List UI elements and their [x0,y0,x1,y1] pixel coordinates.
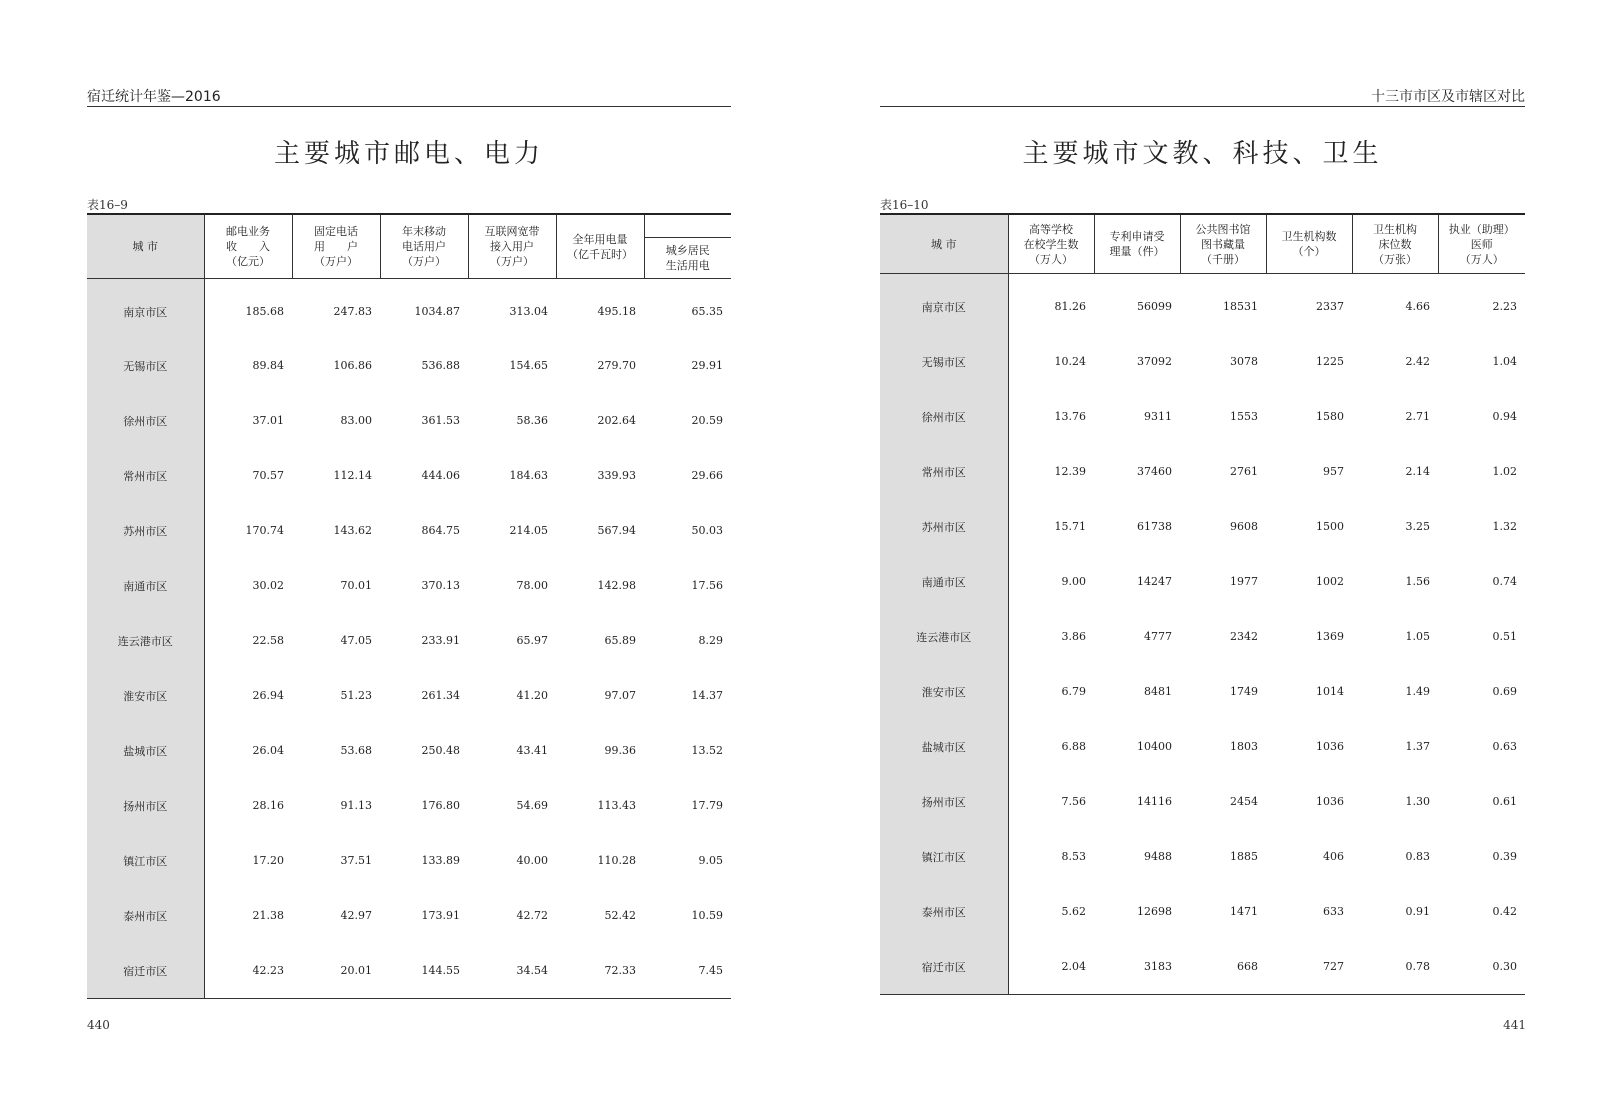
data-cell: 0.78 [1352,939,1438,995]
table-row [880,884,1525,939]
city-name: 宿迁市区 [87,943,204,999]
data-cell: 864.75 [421,524,460,537]
city-name: 镇江市区 [880,829,1008,884]
data-cell: 81.26 [1054,300,1086,313]
post-power-table [87,213,731,999]
data-cell: 13.52 [691,744,723,757]
data-cell: 668 [1180,939,1266,995]
data-cell: 65.97 [516,634,548,647]
data-cell: 154.65 [509,359,548,372]
data-cell: 65.89 [604,634,636,647]
data-cell: 6.88 [1061,740,1086,753]
city-name: 南通市区 [87,558,204,613]
data-cell: 65.35 [691,304,723,318]
header-city: 城 市 [880,214,1008,274]
city-name: 徐州市区 [880,389,1008,444]
data-cell: 110.28 [597,854,636,867]
table-row [87,558,731,613]
data-cell: 99.36 [604,744,636,757]
city-name: 常州市区 [880,444,1008,499]
table-row [880,334,1525,389]
city-name: 泰州市区 [87,888,204,943]
table-row [87,338,731,393]
city-name: 常州市区 [87,448,204,503]
data-cell: 957 [1323,465,1344,478]
data-cell: 41.20 [516,689,548,702]
city-name: 南京市区 [880,274,1008,335]
data-cell: 173.91 [421,909,460,922]
data-cell: 6.79 [1061,685,1086,698]
city-name: 无锡市区 [880,334,1008,389]
data-cell: 4.66 [1405,300,1430,313]
city-name: 淮安市区 [880,664,1008,719]
data-cell: 106.86 [333,359,372,372]
data-cell: 58.36 [516,414,548,427]
data-cell: 72.33 [556,943,644,999]
data-cell: 1.49 [1405,685,1430,698]
data-cell: 97.07 [604,689,636,702]
data-cell: 1034.87 [414,304,460,318]
data-cell: 1553 [1230,410,1258,423]
data-cell: 1.32 [1492,520,1517,533]
header-health-institutions: 卫生机构数 （个） [1266,214,1352,274]
data-cell: 1.30 [1405,795,1430,808]
data-cell: 1369 [1316,630,1344,643]
table-row [87,778,731,833]
data-cell: 9.00 [1061,575,1086,588]
data-cell: 143.62 [333,524,372,537]
data-cell: 339.93 [597,469,636,482]
data-cell: 247.83 [333,304,372,318]
table-row [880,774,1525,829]
data-cell: 4777 [1144,630,1172,643]
data-cell: 1.04 [1492,355,1517,368]
data-cell: 20.59 [691,414,723,427]
data-cell: 15.71 [1054,520,1086,533]
city-name: 苏州市区 [880,499,1008,554]
data-cell: 1580 [1316,410,1344,423]
table-row [87,279,731,339]
page-number: 440 [87,1018,110,1032]
city-name: 扬州市区 [880,774,1008,829]
table-row [880,499,1525,554]
data-cell: 2.42 [1405,355,1430,368]
table-row [87,503,731,558]
data-cell: 8481 [1144,685,1172,698]
city-name: 扬州市区 [87,778,204,833]
city-name: 无锡市区 [87,338,204,393]
data-cell: 1977 [1230,575,1258,588]
data-cell: 17.56 [691,579,723,592]
data-cell: 0.94 [1492,410,1517,423]
data-cell: 112.14 [333,469,372,482]
data-cell: 0.74 [1492,575,1517,588]
data-cell: 727 [1266,939,1352,995]
data-cell: 3183 [1094,939,1180,995]
data-cell: 1749 [1230,685,1258,698]
data-cell: 1.37 [1405,740,1430,753]
data-cell: 17.20 [252,854,284,867]
data-cell: 7.45 [644,943,731,999]
data-cell: 29.66 [691,469,723,482]
data-cell: 2454 [1230,795,1258,808]
data-cell: 22.58 [252,634,284,647]
data-cell: 144.55 [380,943,468,999]
header-residential-power: 城乡居民 生活用电 [644,238,731,279]
header-patents: 专利申请受 理量（件） [1094,214,1180,274]
header-hospital-beds: 卫生机构 床位数 （万张） [1352,214,1438,274]
data-cell: 0.63 [1492,740,1517,753]
data-cell: 1.02 [1492,465,1517,478]
data-cell: 7.56 [1061,795,1086,808]
data-cell: 202.64 [597,414,636,427]
header-physicians: 执业（助理） 医师 （万人） [1438,214,1525,274]
data-cell: 1225 [1316,355,1344,368]
data-cell: 633 [1323,905,1344,918]
data-cell: 53.68 [340,744,372,757]
page-number: 441 [1503,1018,1526,1032]
page-title: 主要城市邮电、电力 [273,139,544,169]
data-cell: 361.53 [421,414,460,427]
data-cell: 170.74 [245,524,284,537]
data-cell: 279.70 [597,359,636,372]
data-cell: 50.03 [691,524,723,537]
table-row [87,613,731,668]
city-name: 南通市区 [880,554,1008,609]
data-cell: 28.16 [252,799,284,812]
table-number: 表16–10 [880,198,929,212]
city-name: 盐城市区 [880,719,1008,774]
data-cell: 406 [1323,850,1344,863]
data-cell: 42.72 [516,909,548,922]
data-cell: 1471 [1230,905,1258,918]
data-cell: 20.01 [292,943,380,999]
table-row [87,943,731,999]
data-cell: 0.61 [1492,795,1517,808]
city-name: 苏州市区 [87,503,204,558]
data-cell: 176.80 [421,799,460,812]
data-cell: 26.94 [252,689,284,702]
table-row [87,448,731,503]
data-cell: 37460 [1137,465,1172,478]
data-cell: 1803 [1230,740,1258,753]
data-cell: 1500 [1316,520,1344,533]
data-cell: 18531 [1223,300,1258,313]
data-cell: 83.00 [340,414,372,427]
data-cell: 113.43 [597,799,636,812]
city-name: 连云港市区 [87,613,204,668]
data-cell: 10.59 [691,909,723,922]
data-cell: 91.13 [340,799,372,812]
data-cell: 1.56 [1405,575,1430,588]
data-cell: 142.98 [597,579,636,592]
table-row [880,939,1525,995]
data-cell: 78.00 [516,579,548,592]
data-cell: 1885 [1230,850,1258,863]
data-cell: 70.57 [252,469,284,482]
data-cell: 184.63 [509,469,548,482]
data-cell: 10.24 [1054,355,1086,368]
data-cell: 26.04 [252,744,284,757]
data-cell: 444.06 [421,469,460,482]
data-cell: 0.69 [1492,685,1517,698]
table-row [87,888,731,943]
data-cell: 30.02 [252,579,284,592]
data-cell: 8.29 [698,634,723,647]
table-row [880,664,1525,719]
data-cell: 14116 [1137,795,1172,808]
running-head: 十三市市区及市辖区对比 [880,82,1525,107]
data-cell: 0.83 [1405,850,1430,863]
table-row [880,609,1525,664]
data-cell: 12698 [1137,905,1172,918]
data-cell: 2.14 [1405,465,1430,478]
data-cell: 9608 [1230,520,1258,533]
header-college-students: 高等学校 在校学生数 （万人） [1008,214,1094,274]
page-title: 主要城市文教、科技、卫生 [1022,139,1383,169]
data-cell: 5.62 [1061,905,1086,918]
table-row [880,829,1525,884]
data-cell: 0.39 [1492,850,1517,863]
data-cell: 70.01 [340,579,372,592]
data-cell: 2.71 [1405,410,1430,423]
data-cell: 3.25 [1405,520,1430,533]
data-cell: 34.54 [468,943,556,999]
data-cell: 2761 [1230,465,1258,478]
data-cell: 89.84 [252,359,284,372]
city-name: 徐州市区 [87,393,204,448]
data-cell: 313.04 [509,304,548,318]
table-row [87,668,731,723]
data-cell: 40.00 [516,854,548,867]
data-cell: 37.01 [252,414,284,427]
data-cell: 3078 [1230,355,1258,368]
right-page [805,0,1609,1099]
data-cell: 9311 [1144,410,1172,423]
header-fixed-phone: 固定电话 用 户 （万户） [292,214,380,279]
data-cell: 370.13 [421,579,460,592]
data-cell: 536.88 [421,359,460,372]
data-cell: 0.91 [1405,905,1430,918]
edu-tech-health-table [880,213,1525,995]
table-row [880,719,1525,774]
city-name: 南京市区 [87,279,204,339]
data-cell: 2.23 [1492,300,1517,313]
table-row [87,833,731,888]
data-cell: 1002 [1316,575,1344,588]
data-cell: 51.23 [340,689,372,702]
left-page [0,0,804,1099]
table-row [880,274,1525,335]
header-postal-revenue: 邮电业务 收 入 （亿元） [204,214,292,279]
table-row [880,389,1525,444]
data-cell: 250.48 [421,744,460,757]
data-cell: 214.05 [509,524,548,537]
data-cell: 29.91 [691,359,723,372]
city-name: 镇江市区 [87,833,204,888]
data-cell: 2337 [1316,300,1344,313]
table-number: 表16–9 [87,198,128,212]
data-cell: 1014 [1316,685,1344,698]
data-cell: 42.23 [204,943,292,999]
data-cell: 37092 [1137,355,1172,368]
data-cell: 1036 [1316,740,1344,753]
data-cell: 56099 [1137,300,1172,313]
data-cell: 12.39 [1054,465,1086,478]
city-name: 宿迁市区 [880,939,1008,995]
data-cell: 10400 [1137,740,1172,753]
data-cell: 54.69 [516,799,548,812]
data-cell: 21.38 [252,909,284,922]
data-cell: 133.89 [421,854,460,867]
data-cell: 47.05 [340,634,372,647]
header-city: 城 市 [87,214,204,279]
city-name: 盐城市区 [87,723,204,778]
data-cell: 9488 [1144,850,1172,863]
data-cell: 495.18 [597,304,636,318]
data-cell: 9.05 [698,854,723,867]
data-cell: 61738 [1137,520,1172,533]
header-electricity: 全年用电量 （亿千瓦时） [556,214,644,279]
data-cell: 261.34 [421,689,460,702]
data-cell: 3.86 [1061,630,1086,643]
table-row [87,723,731,778]
data-cell: 1036 [1316,795,1344,808]
data-cell: 52.42 [604,909,636,922]
running-head: 宿迁统计年鉴—2016 [87,82,731,107]
data-cell: 233.91 [421,634,460,647]
table-row [87,393,731,448]
data-cell: 2342 [1230,630,1258,643]
city-name: 淮安市区 [87,668,204,723]
data-cell: 0.51 [1492,630,1517,643]
data-cell: 1.05 [1405,630,1430,643]
data-cell: 37.51 [340,854,372,867]
data-cell: 0.30 [1438,939,1525,995]
data-cell: 17.79 [691,799,723,812]
data-cell: 8.53 [1061,850,1086,863]
data-cell: 0.42 [1492,905,1517,918]
data-cell: 14247 [1137,575,1172,588]
data-cell: 14.37 [691,689,723,702]
data-cell: 2.04 [1008,939,1094,995]
header-mobile-users: 年末移动 电话用户 （万户） [380,214,468,279]
data-cell: 42.97 [340,909,372,922]
city-name: 连云港市区 [880,609,1008,664]
city-name: 泰州市区 [880,884,1008,939]
table-row [880,554,1525,609]
header-library-books: 公共图书馆 图书藏量 （千册） [1180,214,1266,274]
data-cell: 185.68 [245,304,284,318]
data-cell: 43.41 [516,744,548,757]
header-broadband: 互联网宽带 接入用户 （万户） [468,214,556,279]
data-cell: 567.94 [597,524,636,537]
table-row [880,444,1525,499]
data-cell: 13.76 [1054,410,1086,423]
